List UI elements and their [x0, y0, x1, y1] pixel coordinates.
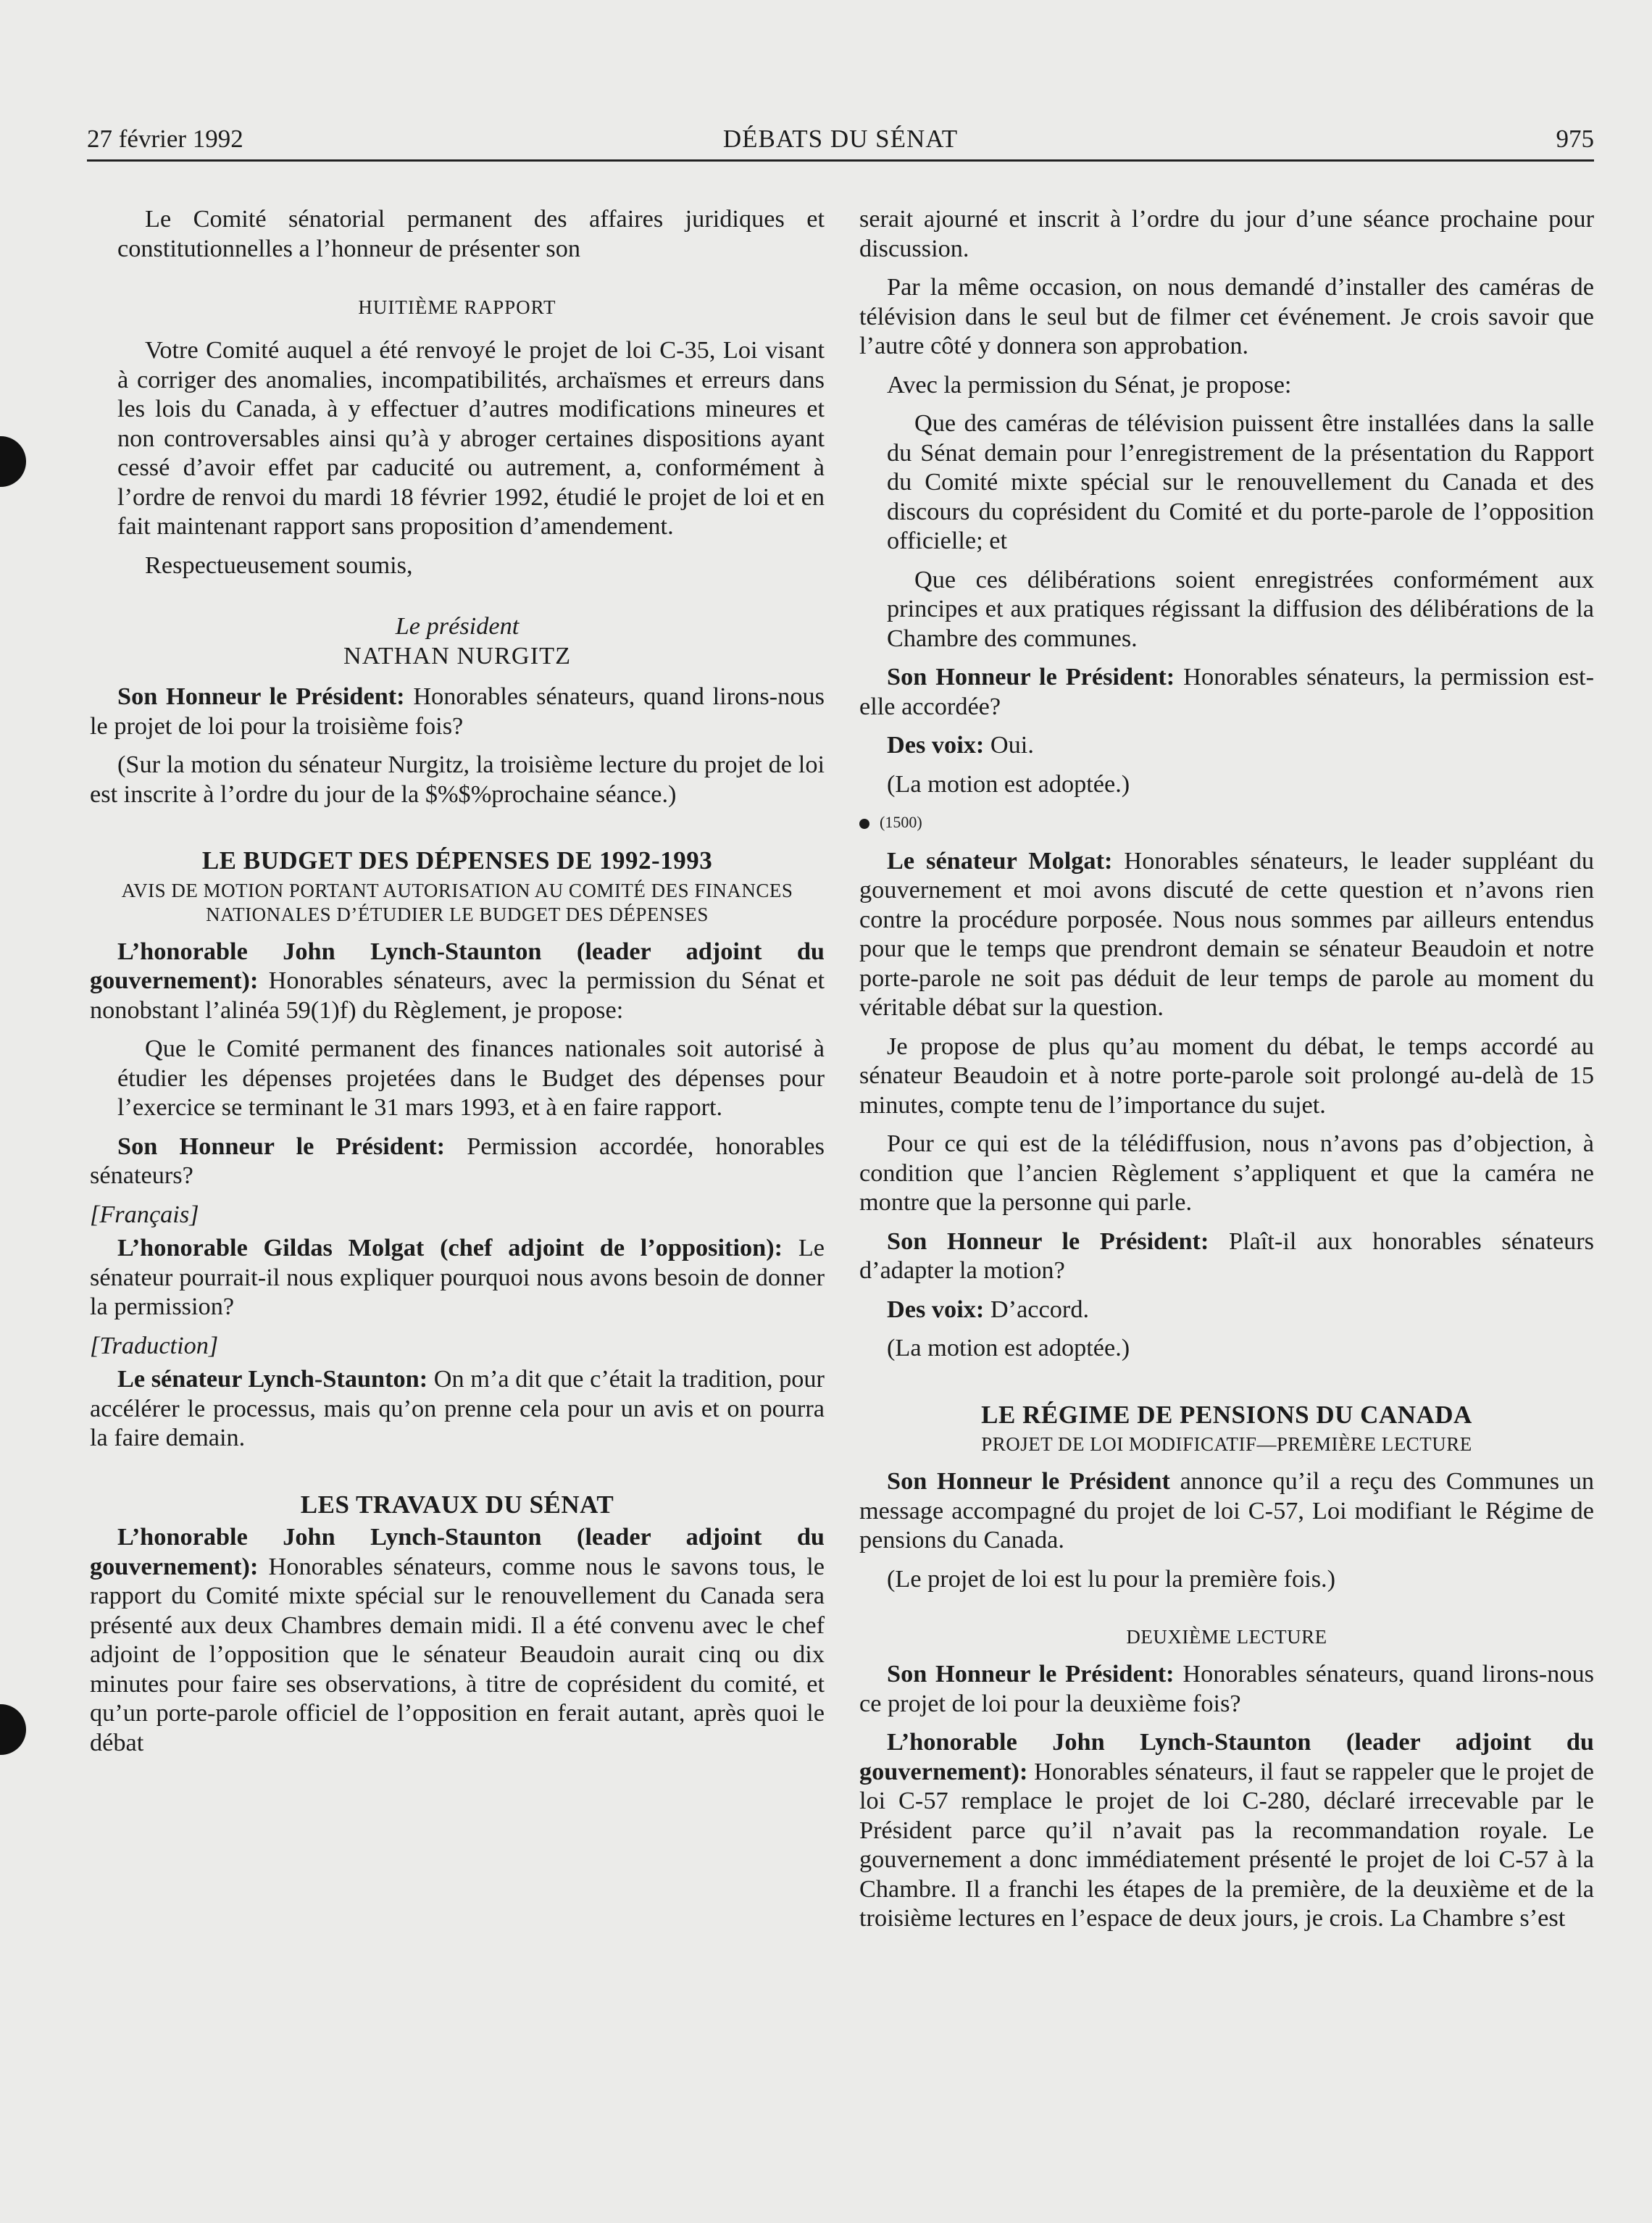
speech-paragraph	[90, 1132, 825, 1190]
speech-text: Oui.	[984, 731, 1034, 759]
procedural-note: (La motion est adoptée.)	[887, 770, 1130, 798]
speech-paragraph: Avec la permission du Sénat, je propose:	[887, 370, 1292, 399]
speaker-name: L’honorable John Lynch-Staunton (leader adjoint du gouvernement):	[859, 1728, 1594, 1785]
speaker-name: Le sénateur Lynch-Staunton:	[117, 1365, 428, 1393]
speech-paragraph	[859, 1295, 1594, 1325]
speech-paragraph	[859, 1659, 1594, 1718]
speech-paragraph	[859, 846, 1594, 1022]
speaker-name: Son Honneur le Président:	[117, 683, 405, 710]
left-column	[90, 204, 825, 1767]
speaker-name: L’honorable John Lynch-Staunton (leader adjoint du gouvernement):	[90, 937, 825, 994]
speech-text: D’accord.	[984, 1295, 1090, 1323]
procedural-note: (Sur la motion du sénateur Nurgitz, la troisième lecture du projet de loi est inscrite à l’ordre du jour de la $%$%prochaine séance.)	[90, 751, 825, 808]
speech-paragraph	[90, 937, 825, 1025]
motion-text: Que des caméras de télévision puissent être installées dans la salle du Sénat demain pour l’enregistrement de la présentation du Rapport du Comité mixte spécial sur le renouvellement du Canada et des discours du coprésident du Comité et du porte-parole de l’opposition officielle; et	[887, 409, 1594, 554]
speech-text: Honorables sénateurs, la permission est-elle accordée?	[859, 663, 1594, 720]
page-number: 975	[1556, 125, 1594, 153]
page-header	[87, 122, 1594, 162]
motion-text: Que le Comité permanent des finances nationales soit autorisé à étudier les dépenses projetées dans le Budget des dépenses pour l’exercice se terminant le 31 mars 1993, et à en faire rapport.	[117, 1035, 825, 1121]
section-subtitle: DEUXIÈME LECTURE	[1126, 1626, 1327, 1648]
header-title: DÉBATS DU SÉNAT	[722, 125, 959, 153]
section-subtitle: AVIS DE MOTION PORTANT AUTORISATION AU COMITÉ DES FINANCES NATIONALES D’ÉTUDIER LE BUDGET DES DÉPENSES	[121, 879, 793, 925]
speaker-name: Des voix:	[887, 731, 985, 759]
speech-text: Honorables sénateurs, avec la permission du Sénat et nonobstant l’alinéa 59(1)f) du Règlement, je propose:	[90, 967, 825, 1024]
signature-name: NATHAN NURGITZ	[343, 641, 572, 670]
speech-paragraph	[859, 662, 1594, 721]
speech-paragraph: Par la même occasion, on nous demandé d’installer des caméras de télévision dans le seul but de filmer cet événement. Je crois savoir que l’autre côté y donnera son approbation.	[859, 273, 1594, 359]
report-title: HUITIÈME RAPPORT	[358, 296, 556, 318]
speech-text: Honorables sénateurs, quand lirons-nous le projet de loi pour la troisième fois?	[90, 683, 825, 740]
speaker-name: L’honorable Gildas Molgat (chef adjoint de l’opposition):	[117, 1234, 783, 1261]
binder-hole-top	[0, 436, 26, 487]
time-text: (1500)	[880, 813, 922, 831]
motion-text: Que ces délibérations soient enregistrées conformément aux principes et aux pratiques régissant la diffusion des délibérations de la Chambre des communes.	[887, 565, 1594, 652]
procedural-note: (Le projet de loi est lu pour la première fois.)	[887, 1564, 1336, 1593]
speech-paragraph	[859, 1727, 1594, 1933]
speech-text: Honorables sénateurs, quand lirons-nous ce projet de loi pour la deuxième fois?	[859, 1660, 1594, 1717]
speech-paragraph	[90, 1522, 825, 1757]
report-body: Votre Comité auquel a été renvoyé le projet de loi C-35, Loi visant à corriger des anomalies, incompatibilités, archaïsmes et erreurs dans les lois du Canada, à y effectuer d’autres modifications mineures et non controversables ainsi qu’à y abroger certaines dispositions ayant cessé d’avoir effet par caducité ou autrement, a, conformément à l’ordre de renvoi du mardi 18 février 1992, étudié le projet de loi et en fait maintenant rapport sans proposition d’amendement.	[117, 336, 825, 540]
bullet-icon	[859, 819, 869, 829]
procedural-note: (La motion est adoptée.)	[887, 1334, 1130, 1361]
section-title: LES TRAVAUX DU SÉNAT	[300, 1490, 614, 1519]
speech-paragraph	[859, 1227, 1594, 1285]
speech-paragraph: Je propose de plus qu’au moment du débat, le temps accordé au sénateur Beaudoin et à notre porte-parole soit prolongé au-delà de 15 minutes, compte tenu de l’importance du sujet.	[859, 1032, 1594, 1119]
speaker-name: Des voix:	[887, 1295, 985, 1323]
speech-text: Honorables sénateurs, comme nous le savons tous, le rapport du Comité mixte spécial sur le renouvellement du Canada sera présenté aux deux Chambres demain midi. Il a été convenu avec le chef adjoint de l’opposition que le sénateur Beaudoin aurait cinq ou dix minutes pour faire ses observations, à titre de coprésident du comité, et qu’un porte-parole officiel de l’opposition en ferait autant, après quoi le débat	[90, 1552, 825, 1756]
speech-text: Plaît-il aux honorables sénateurs d’adapter la motion?	[859, 1227, 1594, 1284]
speaker-name: Son Honneur le Président:	[887, 663, 1175, 691]
section-title: LE RÉGIME DE PENSIONS DU CANADA	[981, 1400, 1472, 1429]
speaker-name: L’honorable John Lynch-Staunton (leader adjoint du gouvernement):	[90, 1523, 825, 1580]
right-column	[859, 204, 1594, 1943]
speech-text: On m’a dit que c’était la tradition, pour accélérer le processus, mais qu’on prenne cela pour un avis et on pourra la faire demain.	[90, 1365, 825, 1451]
time-marker	[859, 808, 1594, 838]
header-date: 27 février 1992	[87, 125, 243, 153]
speech-paragraph	[859, 1467, 1594, 1555]
speech-paragraph	[859, 730, 1594, 760]
language-marker: [Traduction]	[90, 1331, 219, 1359]
section-subtitle: PROJET DE LOI MODIFICATIF—PREMIÈRE LECTURE	[981, 1433, 1472, 1455]
speech-text: Permission accordée, honorables sénateurs?	[90, 1132, 825, 1189]
signature-role: Le président	[395, 612, 520, 640]
report-closing: Respectueusement soumis,	[145, 551, 413, 579]
speaker-name: Le sénateur Molgat:	[887, 846, 1113, 875]
speech-paragraph: Pour ce qui est de la télédiffusion, nous n’avons pas d’objection, à condition que l’ancien Règlement s’appliquent et que la caméra ne montre que la personne qui parle.	[859, 1130, 1594, 1216]
binder-hole-bottom	[0, 1704, 26, 1755]
section-title: LE BUDGET DES DÉPENSES DE 1992-1993	[201, 846, 713, 875]
speaker-name: Son Honneur le Président:	[117, 1132, 446, 1160]
language-marker: [Français]	[90, 1200, 199, 1228]
speaker-name: Son Honneur le Président:	[887, 1660, 1175, 1688]
speech-paragraph	[90, 1364, 825, 1453]
speech-text: Le sénateur pourrait-il nous expliquer pourquoi nous avons besoin de donner la permission?	[90, 1234, 825, 1320]
speaker-name: Son Honneur le Président:	[887, 1227, 1209, 1255]
report-intro: Le Comité sénatorial permanent des affaires juridiques et constitutionnelles a l’honneur de présenter son	[117, 205, 825, 262]
speaker-name: Son Honneur le Président	[887, 1467, 1170, 1495]
speech-paragraph	[90, 1233, 825, 1322]
speech-text: Honorables sénateurs, le leader suppléant du gouvernement et moi avons discuté de cette question et n’avons rien contre la procédure porposée. Nous nous sommes par ailleurs entendus pour que le temps que prendront demain se sénateur Beaudoin et notre porte-parole ne soit pas déduit de leur temps de parole au moment du véritable débat sur la question.	[859, 846, 1594, 1021]
speech-continuation: serait ajourné et inscrit à l’ordre du jour d’une séance prochaine pour discussion.	[859, 205, 1594, 262]
speech-paragraph	[90, 682, 825, 741]
speech-text: Honorables sénateurs, il faut se rappeler que le projet de loi C-57 remplace le projet de loi C-280, déclaré irrecevable par le Président parce qu’il n’avait pas la recommandation royale. Le gouvernement a donc immédiatement présenté le projet de loi C-57 à la Chambre. Il a franchi les étapes de la première, de la deuxième et de la troisième lectures en l’espace de deux jours, je crois. La Chambre s’est	[859, 1757, 1594, 1932]
speech-text: annonce qu’il a reçu des Communes un message accompagné du projet de loi C-57, Loi modifiant le Régime de pensions du Canada.	[859, 1467, 1594, 1553]
